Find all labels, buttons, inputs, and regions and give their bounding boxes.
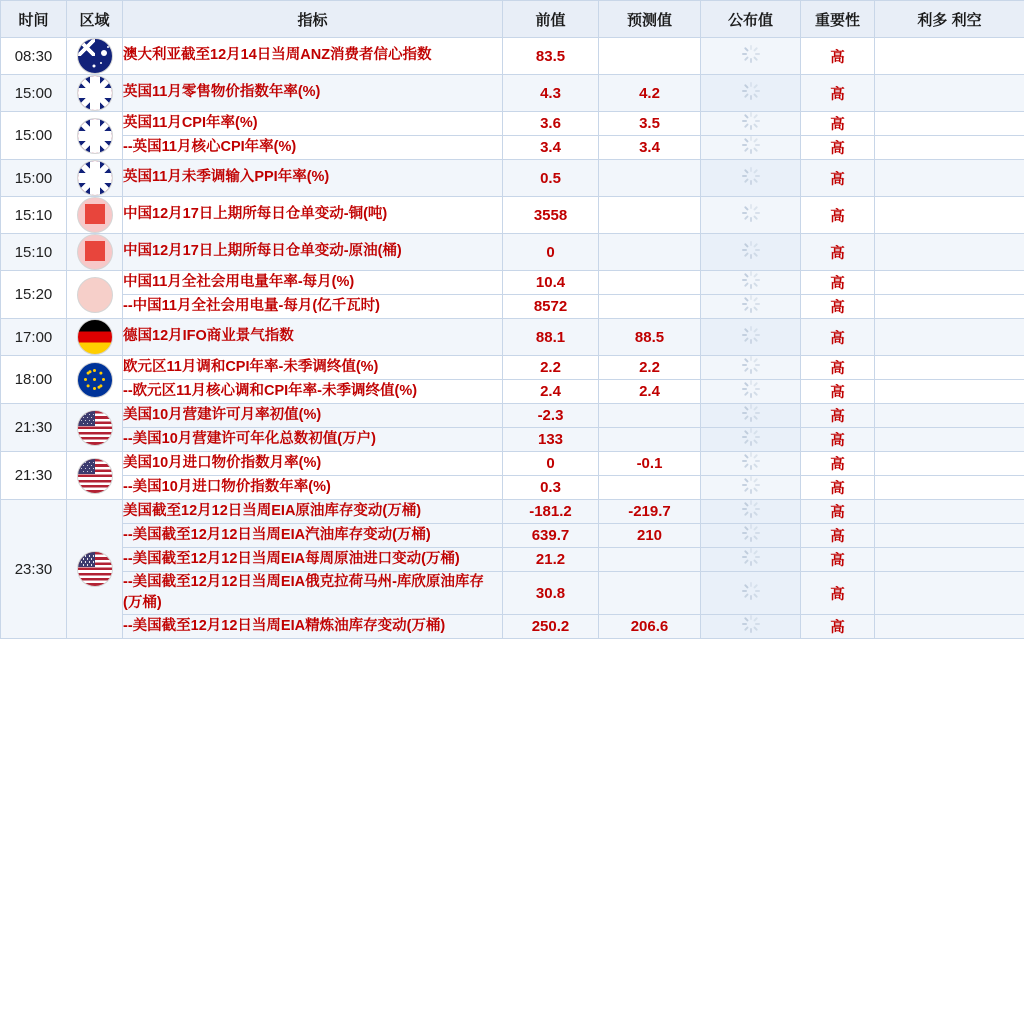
table-row[interactable] (1, 380, 1024, 404)
cell-indicator[interactable]: 澳大利亚截至12月14日当周ANZ消费者信心指数 (123, 38, 503, 75)
cell-effect (875, 319, 1024, 356)
cell-published-value (701, 428, 801, 452)
cell-effect (875, 572, 1024, 615)
loading-spinner-icon (742, 615, 760, 633)
cell-published-value (701, 548, 801, 572)
cell-importance: 高 (801, 38, 875, 75)
cell-published-value (701, 75, 801, 112)
loading-spinner-icon (742, 167, 760, 185)
loading-spinner-icon (742, 582, 760, 600)
cell-time: 17:00 (1, 319, 67, 356)
cell-time: 21:30 (1, 452, 67, 500)
cell-importance: 高 (801, 548, 875, 572)
cell-indicator[interactable]: --美国10月进口物价指数年率(%) (123, 476, 503, 500)
cell-effect (875, 548, 1024, 572)
column-header-importance: 重要性 (801, 1, 875, 38)
cell-region (67, 500, 123, 639)
cell-region (67, 319, 123, 356)
cell-forecast-value (599, 476, 701, 500)
table-row[interactable] (1, 38, 1024, 75)
cell-published-value (701, 615, 801, 639)
table-row[interactable] (1, 476, 1024, 500)
cell-effect (875, 112, 1024, 136)
flag-icon-gb (77, 160, 113, 196)
cell-importance: 高 (801, 615, 875, 639)
cell-importance: 高 (801, 356, 875, 380)
loading-spinner-icon (742, 295, 760, 313)
cell-importance: 高 (801, 271, 875, 295)
cell-indicator[interactable]: --欧元区11月核心调和CPI年率-未季调终值(%) (123, 380, 503, 404)
column-header-effect: 利多 利空 (875, 1, 1024, 38)
cell-importance: 高 (801, 500, 875, 524)
cell-forecast-value (599, 572, 701, 615)
cell-previous-value: 2.4 (503, 380, 599, 404)
cell-published-value (701, 404, 801, 428)
cell-effect (875, 476, 1024, 500)
cell-published-value (701, 112, 801, 136)
cell-forecast-value (599, 160, 701, 197)
cell-indicator[interactable]: --英国11月核心CPI年率(%) (123, 136, 503, 160)
cell-forecast-value (599, 428, 701, 452)
cell-indicator[interactable]: 欧元区11月调和CPI年率-未季调终值(%) (123, 356, 503, 380)
cell-previous-value: 133 (503, 428, 599, 452)
cell-forecast-value (599, 548, 701, 572)
cell-effect (875, 136, 1024, 160)
flag-icon-us (77, 551, 113, 587)
cell-published-value (701, 500, 801, 524)
cell-forecast-value: 4.2 (599, 75, 701, 112)
cell-previous-value: 0 (503, 452, 599, 476)
flag-icon-gb (77, 118, 113, 154)
table-row[interactable] (1, 112, 1024, 136)
flag-icon-gb (77, 75, 113, 111)
cell-forecast-value: 88.5 (599, 319, 701, 356)
column-header-time: 时间 (1, 1, 67, 38)
cell-published-value (701, 160, 801, 197)
cell-previous-value: 250.2 (503, 615, 599, 639)
cell-indicator[interactable]: --美国截至12月12日当周EIA俄克拉荷马州-库欣原油库存(万桶) (123, 572, 503, 615)
cell-effect (875, 75, 1024, 112)
loading-spinner-icon (742, 356, 760, 374)
cell-importance: 高 (801, 75, 875, 112)
cell-importance: 高 (801, 404, 875, 428)
cell-effect (875, 452, 1024, 476)
loading-spinner-icon (742, 548, 760, 566)
cell-forecast-value: 2.4 (599, 380, 701, 404)
table-row[interactable] (1, 572, 1024, 615)
flag-icon-eu (77, 362, 113, 398)
table-row[interactable] (1, 136, 1024, 160)
cell-forecast-value: 210 (599, 524, 701, 548)
cell-time: 23:30 (1, 500, 67, 639)
cell-effect (875, 380, 1024, 404)
cell-forecast-value (599, 404, 701, 428)
cell-effect (875, 615, 1024, 639)
cell-indicator[interactable]: --美国截至12月12日当周EIA汽油库存变动(万桶) (123, 524, 503, 548)
cell-indicator[interactable]: 美国10月进口物价指数月率(%) (123, 452, 503, 476)
cell-effect (875, 38, 1024, 75)
cell-forecast-value (599, 271, 701, 295)
table-row[interactable] (1, 356, 1024, 380)
cell-region (67, 404, 123, 452)
cell-previous-value: 3558 (503, 197, 599, 234)
cell-importance: 高 (801, 476, 875, 500)
table-row[interactable] (1, 234, 1024, 271)
cell-published-value (701, 524, 801, 548)
cell-indicator[interactable]: 中国12月17日上期所每日仓单变动-原油(桶) (123, 234, 503, 271)
column-header-previous: 前值 (503, 1, 599, 38)
flag-icon-cn-pale (77, 277, 113, 313)
cell-importance: 高 (801, 428, 875, 452)
cell-published-value (701, 136, 801, 160)
table-row[interactable] (1, 404, 1024, 428)
cell-indicator[interactable]: --美国截至12月12日当周EIA精炼油库存变动(万桶) (123, 615, 503, 639)
cell-indicator[interactable]: --中国11月全社会用电量-每月(亿千瓦时) (123, 295, 503, 319)
column-header-published: 公布值 (701, 1, 801, 38)
cell-effect (875, 271, 1024, 295)
cell-region (67, 234, 123, 271)
cell-time: 21:30 (1, 404, 67, 452)
cell-previous-value: 21.2 (503, 548, 599, 572)
table-row[interactable] (1, 160, 1024, 197)
cell-time: 15:10 (1, 234, 67, 271)
cell-region (67, 75, 123, 112)
cell-previous-value: 3.6 (503, 112, 599, 136)
cell-region (67, 452, 123, 500)
cell-effect (875, 500, 1024, 524)
table-row[interactable] (1, 295, 1024, 319)
cell-previous-value: 8572 (503, 295, 599, 319)
column-header-indicator: 指标 (123, 1, 503, 38)
flag-icon-us (77, 410, 113, 446)
cell-previous-value: 0.5 (503, 160, 599, 197)
cell-published-value (701, 319, 801, 356)
cell-region (67, 271, 123, 319)
loading-spinner-icon (742, 380, 760, 398)
cell-previous-value: 639.7 (503, 524, 599, 548)
cell-time: 18:00 (1, 356, 67, 404)
table-row[interactable] (1, 500, 1024, 524)
cell-published-value (701, 271, 801, 295)
cell-importance: 高 (801, 452, 875, 476)
flag-icon-au (77, 38, 113, 74)
cell-forecast-value (599, 38, 701, 75)
cell-forecast-value (599, 197, 701, 234)
cell-published-value (701, 476, 801, 500)
cell-importance: 高 (801, 524, 875, 548)
cell-previous-value: 0 (503, 234, 599, 271)
cell-importance: 高 (801, 112, 875, 136)
cell-previous-value: -2.3 (503, 404, 599, 428)
cell-forecast-value: 2.2 (599, 356, 701, 380)
table-body (1, 38, 1024, 639)
cell-published-value (701, 38, 801, 75)
cell-published-value (701, 197, 801, 234)
cell-previous-value: 88.1 (503, 319, 599, 356)
cell-previous-value: -181.2 (503, 500, 599, 524)
loading-spinner-icon (742, 524, 760, 542)
cell-importance: 高 (801, 319, 875, 356)
table-row[interactable] (1, 75, 1024, 112)
cell-previous-value: 3.4 (503, 136, 599, 160)
cell-previous-value: 0.3 (503, 476, 599, 500)
table-row[interactable] (1, 197, 1024, 234)
loading-spinner-icon (742, 45, 760, 63)
cell-region (67, 112, 123, 160)
cell-published-value (701, 452, 801, 476)
loading-spinner-icon (742, 82, 760, 100)
table-row[interactable] (1, 452, 1024, 476)
cell-indicator[interactable]: --美国10月营建许可年化总数初值(万户) (123, 428, 503, 452)
cell-region (67, 197, 123, 234)
flag-icon-us (77, 458, 113, 494)
loading-spinner-icon (742, 112, 760, 130)
loading-spinner-icon (742, 136, 760, 154)
cell-effect (875, 524, 1024, 548)
cell-indicator[interactable]: 中国11月全社会用电量年率-每月(%) (123, 271, 503, 295)
cell-effect (875, 404, 1024, 428)
cell-importance: 高 (801, 380, 875, 404)
cell-published-value (701, 356, 801, 380)
loading-spinner-icon (742, 326, 760, 344)
loading-spinner-icon (742, 476, 760, 494)
cell-region (67, 160, 123, 197)
cell-published-value (701, 380, 801, 404)
cell-importance: 高 (801, 197, 875, 234)
cell-forecast-value: -219.7 (599, 500, 701, 524)
table-row[interactable] (1, 271, 1024, 295)
table-row[interactable] (1, 319, 1024, 356)
table-header-row (1, 1, 1024, 38)
cell-indicator[interactable]: 英国11月CPI年率(%) (123, 112, 503, 136)
loading-spinner-icon (742, 404, 760, 422)
cell-indicator[interactable]: 德国12月IFO商业景气指数 (123, 319, 503, 356)
cell-effect (875, 295, 1024, 319)
cell-indicator[interactable]: 中国12月17日上期所每日仓单变动-铜(吨) (123, 197, 503, 234)
cell-indicator[interactable]: --美国截至12月12日当周EIA每周原油进口变动(万桶) (123, 548, 503, 572)
cell-previous-value: 10.4 (503, 271, 599, 295)
cell-indicator[interactable]: 美国截至12月12日当周EIA原油库存变动(万桶) (123, 500, 503, 524)
loading-spinner-icon (742, 452, 760, 470)
cell-previous-value: 83.5 (503, 38, 599, 75)
table-row[interactable] (1, 524, 1024, 548)
cell-previous-value: 4.3 (503, 75, 599, 112)
table-row[interactable] (1, 615, 1024, 639)
cell-region (67, 38, 123, 75)
cell-forecast-value (599, 295, 701, 319)
cell-time: 15:00 (1, 160, 67, 197)
cell-forecast-value: 3.4 (599, 136, 701, 160)
flag-icon-cn (77, 197, 113, 233)
cell-forecast-value (599, 234, 701, 271)
cell-indicator[interactable]: 美国10月营建许可月率初值(%) (123, 404, 503, 428)
cell-time: 15:00 (1, 112, 67, 160)
cell-previous-value: 2.2 (503, 356, 599, 380)
cell-previous-value: 30.8 (503, 572, 599, 615)
cell-indicator[interactable]: 英国11月未季调输入PPI年率(%) (123, 160, 503, 197)
cell-effect (875, 428, 1024, 452)
cell-published-value (701, 295, 801, 319)
cell-published-value (701, 572, 801, 615)
column-header-region: 区域 (67, 1, 123, 38)
watermark: FX678 (894, 961, 1006, 1002)
table-row[interactable] (1, 548, 1024, 572)
cell-published-value (701, 234, 801, 271)
table-row[interactable] (1, 428, 1024, 452)
cell-importance: 高 (801, 572, 875, 615)
loading-spinner-icon (742, 271, 760, 289)
cell-effect (875, 160, 1024, 197)
flag-icon-de (77, 319, 113, 355)
cell-time: 08:30 (1, 38, 67, 75)
loading-spinner-icon (742, 204, 760, 222)
cell-time: 15:20 (1, 271, 67, 319)
cell-forecast-value: -0.1 (599, 452, 701, 476)
cell-forecast-value: 206.6 (599, 615, 701, 639)
cell-region (67, 356, 123, 404)
cell-time: 15:10 (1, 197, 67, 234)
cell-forecast-value: 3.5 (599, 112, 701, 136)
cell-effect (875, 197, 1024, 234)
cell-time: 15:00 (1, 75, 67, 112)
cell-effect (875, 356, 1024, 380)
cell-importance: 高 (801, 295, 875, 319)
loading-spinner-icon (742, 241, 760, 259)
column-header-forecast: 预测值 (599, 1, 701, 38)
flag-icon-cn (77, 234, 113, 270)
cell-importance: 高 (801, 136, 875, 160)
cell-indicator[interactable]: 英国11月零售物价指数年率(%) (123, 75, 503, 112)
cell-importance: 高 (801, 234, 875, 271)
loading-spinner-icon (742, 500, 760, 518)
cell-importance: 高 (801, 160, 875, 197)
cell-effect (875, 234, 1024, 271)
loading-spinner-icon (742, 428, 760, 446)
